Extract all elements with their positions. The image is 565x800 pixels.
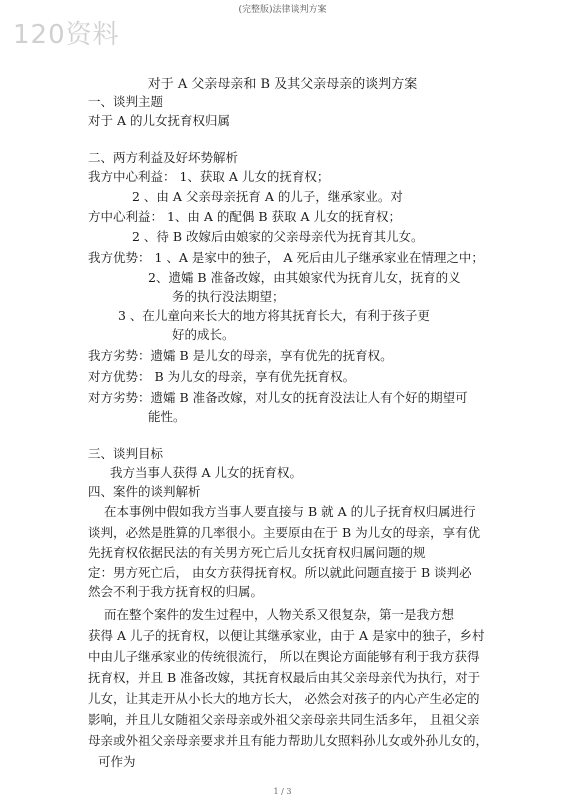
paragraph-line: 可作为 [98, 754, 136, 769]
text-line: 对于 A 的儿女抚育权归属 [88, 113, 230, 128]
section-heading: 二、两方利益及好坏势解析 [88, 150, 239, 165]
paragraph-line: 儿女，让其走开从小长大的地方长大， 必然会对孩子的内心产生必定的 [88, 691, 480, 706]
text-line: 我方劣势：遗孀 B 是儿女的母亲，享有优先的抚育权。 [88, 348, 393, 363]
text-line: 2、遗孀 B 准备改嫁，由其娘家代为抚育儿女，抚育的义 [148, 270, 461, 285]
paragraph-line: 影响，并且儿女随祖父亲母亲或外祖父亲母亲共同生活多年， 且祖父亲 [88, 712, 480, 727]
section-heading: 三、谈判目标 [88, 446, 164, 461]
text-line: 2 、由 A 父亲母亲抚育 A 的儿子，继承家业。对 [132, 189, 403, 204]
page-number: 1 / 3 [273, 787, 292, 796]
paragraph-line: 在本事例中假如我方当事人要直接与 B 就 A 的儿子抚育权归属进行 [104, 504, 476, 519]
text-line: 2 、待 B 改嫁后由娘家的父亲母亲代为抚育其儿女。 [132, 229, 424, 244]
text-line: 方中心利益： 1、由 A 的配偶 B 获取 A 儿女的抚育权； [88, 209, 402, 224]
paragraph-line: 获得 A 儿子的抚育权，以便让其继承家业，由于 A 是家中的独子，乡村 [88, 628, 485, 643]
text-line: 我方当事人获得 A 儿女的抚育权。 [110, 465, 302, 480]
paragraph-line: 先抚育权依据民法的有关男方死亡后儿女抚育权归属问题的规 [88, 545, 426, 560]
section-heading: 一、谈判主题 [88, 94, 164, 109]
text-line: 我方中心利益： 1、获取 A 儿女的抚育权； [88, 169, 330, 184]
paragraph-line: 中由儿子继承家业的传统很流行， 所以在舆论方面能够有利于我方获得 [88, 649, 480, 664]
page-header: (完整版)法律谈判方案 [238, 5, 327, 15]
paragraph-line: 而在整个案件的发生过程中，人物关系又很复杂，第一是我方想 [104, 607, 455, 622]
paragraph-line: 谈判，必然是胜算的几率很小。主要原由在于 B 为儿女的母亲，享有优 [88, 525, 481, 540]
section-heading: 四、案件的谈判解析 [88, 484, 201, 499]
paragraph-line: 母亲或外祖父亲母亲要求并且有能力帮助儿女照料孙儿女或外孙儿女的， [88, 733, 489, 748]
paragraph-line: 然会不利于我方抚育权的归属。 [88, 584, 264, 599]
text-line: 好的成长。 [172, 327, 235, 342]
text-line: 对方优势： B 为儿女的母亲，享有优先抚育权。 [88, 369, 356, 384]
paragraph-line: 抚育权，并且 B 准备改嫁，其抚育权最后由其父亲母亲代为执行，对于 [88, 670, 481, 685]
text-line: 能性。 [148, 409, 186, 424]
text-line: 3 、在儿童向来长大的地方将其抚育长大，有利于孩子更 [118, 308, 430, 323]
paragraph-line: 定：男方死亡后， 由女方获得抚育权。所以就此问题直接于 B 谈判必 [88, 565, 472, 580]
watermark-logo: 120资料 [13, 20, 120, 50]
document-title: 对于 A 父亲母亲和 B 及其父亲母亲的谈判方案 [147, 77, 418, 92]
text-line: 对方劣势：遗孀 B 准备改嫁，对儿女的抚育没法让人有个好的期望可 [88, 390, 468, 405]
text-line: 务的执行没法期望； [172, 289, 285, 304]
text-line: 我方优势： 1 、A 是家中的独子， A 死后由儿子继承家业在情理之中； [88, 250, 484, 265]
